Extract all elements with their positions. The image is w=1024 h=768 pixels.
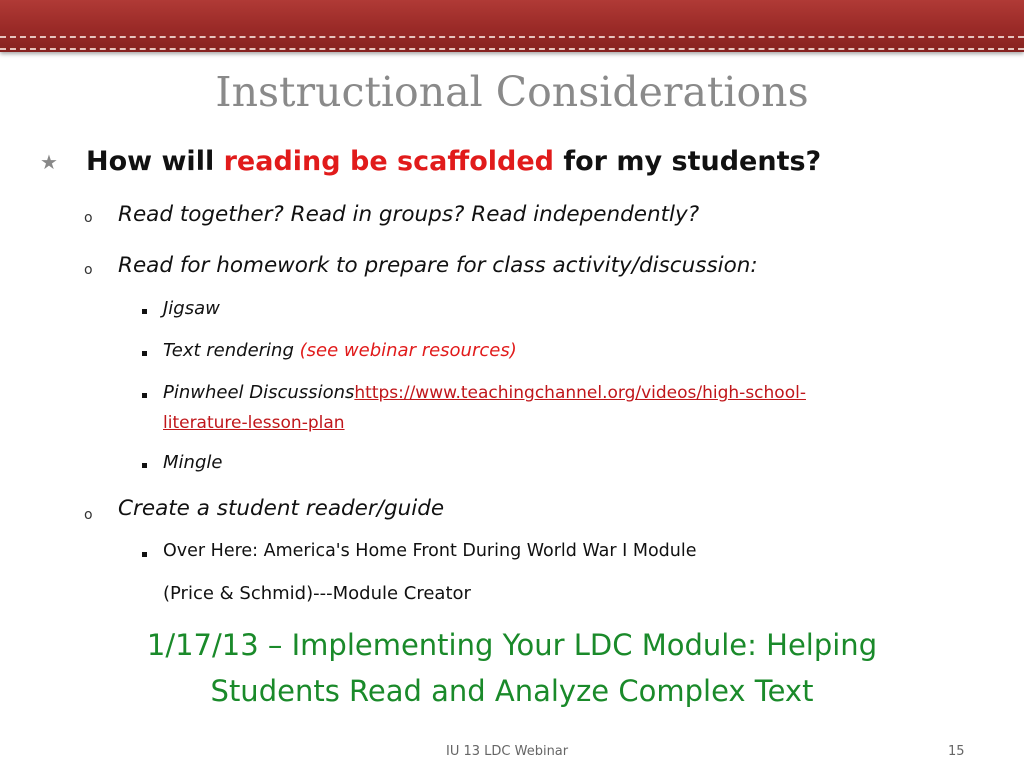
stitch-line-top xyxy=(0,36,1024,38)
square-bullet-icon xyxy=(142,463,147,468)
slide-title: Instructional Considerations xyxy=(215,68,809,116)
slide-number: 15 xyxy=(948,744,965,759)
square-bullet-icon xyxy=(142,552,147,557)
webinar-resources-note: (see webinar resources) xyxy=(299,340,517,361)
square-bullet-icon xyxy=(142,309,147,314)
module-title: Over Here: America's Home Front During World War I Module xyxy=(163,541,697,561)
item-jigsaw: Jigsaw xyxy=(163,298,220,319)
main-bullet-highlight: reading be scaffolded xyxy=(223,146,554,177)
sub-bullet-read-together: Read together? Read in groups? Read independently? xyxy=(118,202,700,227)
pinwheel-link-line2[interactable]: literature-lesson-plan xyxy=(163,413,345,433)
webinar-title-line2: Students Read and Analyze Complex Text xyxy=(210,674,814,708)
header-leather-band xyxy=(0,0,1024,52)
main-bullet-prefix: How will xyxy=(86,146,224,177)
pinwheel-link[interactable]: https://www.teachingchannel.org/videos/high-school- xyxy=(354,383,806,403)
webinar-title-line1: 1/17/13 – Implementing Your LDC Module: Helping xyxy=(146,628,878,662)
square-bullet-icon xyxy=(142,351,147,356)
module-creator: (Price & Schmid)---Module Creator xyxy=(163,583,471,604)
pinwheel-link-continued xyxy=(163,412,345,433)
main-bullet-suffix: for my students? xyxy=(553,146,822,177)
sub-bullet-student-reader: Create a student reader/guide xyxy=(118,496,445,521)
stitch-line-bottom xyxy=(0,48,1024,50)
star-bullet-icon: ★ xyxy=(40,150,58,174)
footer-label: IU 13 LDC Webinar xyxy=(446,744,569,759)
circle-bullet-icon: o xyxy=(84,507,93,523)
circle-bullet-icon: o xyxy=(84,210,93,226)
square-bullet-icon xyxy=(142,393,147,398)
text-rendering-label: Text rendering xyxy=(163,340,294,361)
main-bullet xyxy=(86,146,821,177)
pinwheel-label: Pinwheel Discussions xyxy=(163,382,355,403)
sub-bullet-read-homework: Read for homework to prepare for class activity/discussion: xyxy=(118,253,758,278)
item-text-rendering xyxy=(163,340,517,361)
circle-bullet-icon: o xyxy=(84,262,93,278)
item-mingle: Mingle xyxy=(163,452,223,473)
item-pinwheel xyxy=(163,382,806,403)
